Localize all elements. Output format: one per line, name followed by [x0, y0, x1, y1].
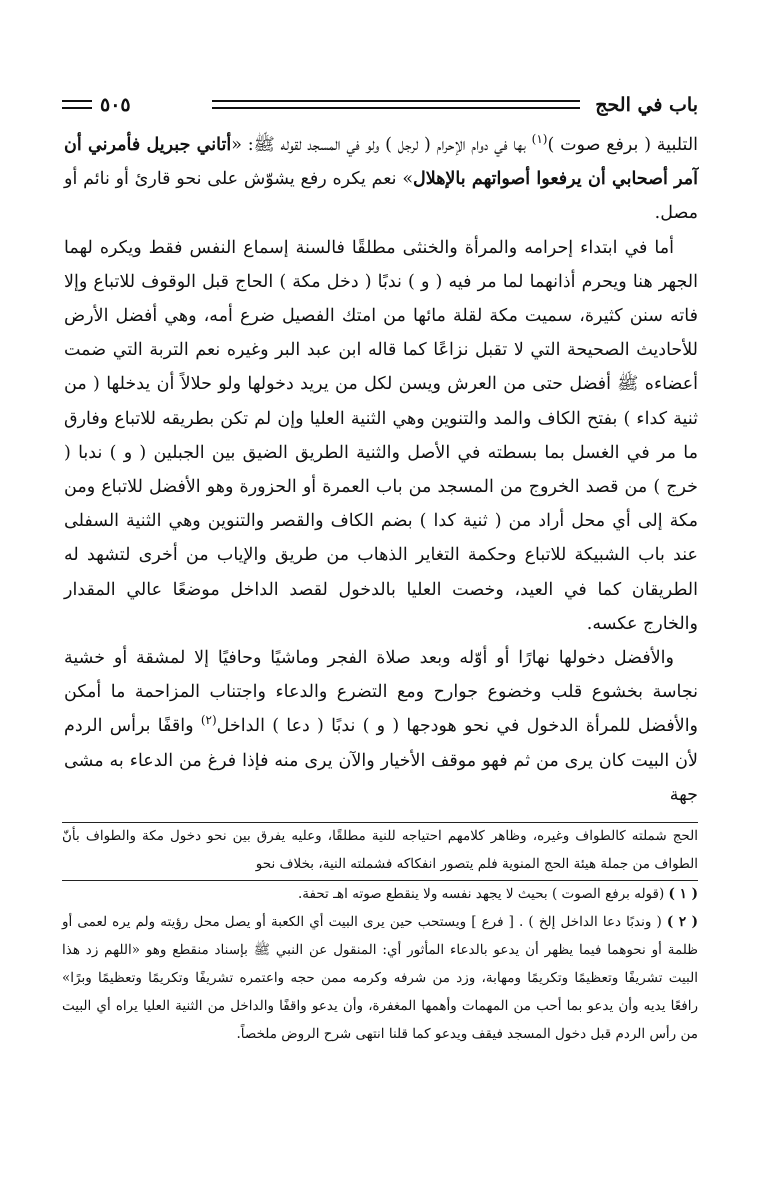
header-rule: [212, 100, 580, 109]
footnotes: [62, 880, 698, 1048]
footnote-ref-2: (٢): [200, 713, 217, 728]
footnote-number: ( ١ ): [668, 886, 698, 902]
footnote-text: (قوله برفع الصوت ) بحيث لا يجهد نفسه ولا ينقطع صوته اهـ تحفة.: [297, 886, 669, 902]
footnote-1: [62, 880, 698, 908]
text-run: بها في دوام الإحرام ( لرجل ) ولو في المسجد لقوله ﷺ: «: [231, 135, 532, 155]
text-run: التلبية ( برفع صوت ): [547, 135, 699, 155]
text-run: والأفضل دخولها نهارًا أو أوّله وبعد صلاة الفجر وماشيًا وحافيًا إلا لمشقة أو خشية نجاسة بخشوع قلب وخضوع جوارح ومع التضرع والدعاء واجتناب المزاحمة ما أمكن والأفضل للمرأة الدخول في نحو هودجها ( و ) ندبًا ( دعا ) الداخل: [64, 648, 699, 737]
page-number: ٥٠٥: [100, 94, 131, 116]
paragraph-1: [64, 128, 698, 231]
paragraph-3: [64, 641, 698, 812]
footnote-ref-1: (١): [531, 132, 548, 147]
paragraph-2: أما في ابتداء إحرامه والمرأة والخنثى مطلقًا فالسنة إسماع النفس فقط ويكره لهما الجهر هنا ويحرم أذانهما لما مر فيه ( و ) ندبًا ( دخل مكة ) الحاج قبل الوقوف للاتباع وإلا فاته سنن كثيرة، سميت مكة لقلة مائها من امتك الفصيل ضرع أمه، وهي أفضل الأرض للأحاديث الصحيحة التي لا تقبل نزاعًا كما قاله ابن عبد البر وغيره نعم التربة التي ضمت أعضاءه ﷺ أفضل حتى من العرش ويسن لكل من يريد دخولها ولو حلالاً أن يدخلها ( من ثنية كداء ) بفتح الكاف والمد والتنوين وهي الثنية العليا وإن لم تكن بطريقه للاتباع وفارق ما مر في الغسل بما بسطته في الأصل والثنية الطريق الضيق بين الجبلين ( و ) ندبا ( خرج ) من قصد الخروج من المسجد من باب العمرة أو الحزورة وهو الأفضل للاتباع ومن مكة إلى أي محل أراد من ( ثنية كدا ) بضم الكاف والقصر والتنوين وهي الثنية السفلى عند باب الشبيكة للاتباع وحكمة التغاير الذهاب من طريق والإياب من أخرى لتشهد له الطريقان كما في العيد، وخصت العليا بالدخول لقصد الداخل موضعًا عالي المقدار والخارج عكسه.: [64, 237, 698, 634]
main-text: [64, 128, 698, 812]
footnote-number: ( ٢ ): [666, 914, 699, 930]
text-run: » نعم يكره رفع يشوّش على نحو قارئ أو نائم أو مصل.: [64, 169, 698, 224]
hadith-quote: أتاني جبريل فأمرني أن آمر أصحابي أن يرفعوا أصواتهم بالإهلال: [64, 135, 699, 190]
footnote-2: [62, 908, 698, 1048]
margin-note-continuation: الحج شملته كالطواف وغيره، وظاهر كلامهم احتياجه للنية مطلقًا، وعليه يفرق بين نحو دخول مكة والطواف بأنّ الطواف من جملة هيئة الحج المنوية فلم يتصور انفكاكه فشملته النية، بخلاف نحو: [62, 828, 698, 872]
text-run: واقفًا برأس الردم لأن البيت كان يرى من ثم فهو موقف الأخيار والآن يرى منه فإذا فرغ من الدعاء به مشى جهة: [64, 716, 698, 805]
header-rule-end: [62, 100, 92, 109]
running-header: [62, 92, 698, 120]
chapter-title: باب في الحج: [595, 94, 698, 116]
footnote-text: ( وندبًا دعا الداخل إلخ ) . [ فرع ] ويستحب حين يرى البيت أي الكعبة أو يصل محل رؤيته ولم يره لعمى أو ظلمة أو نحوهما فيما يظهر أن يدعو بالدعاء المأثور أي: المنقول عن النبي ﷺ بإسناد منقطع وهو «اللهم زد هذا البيت تشريفًا وتعظيمًا وتكريمًا ومهابة، وزد من شرفه وكرمه ممن حجه واعتمره تشريفًا وتكريمًا وتعظيمًا وبرًا» رافعًا يديه وأن يدعو بما أحب من المهمات وأهمها المغفرة، وأن يدعو واقفًا والداخل من الثنية العليا يراه أي البيت من رأس الردم قبل دخول المسجد فيقف ويدعو كما قلنا انتهى شرح الروض ملخصاً.: [62, 914, 698, 1042]
